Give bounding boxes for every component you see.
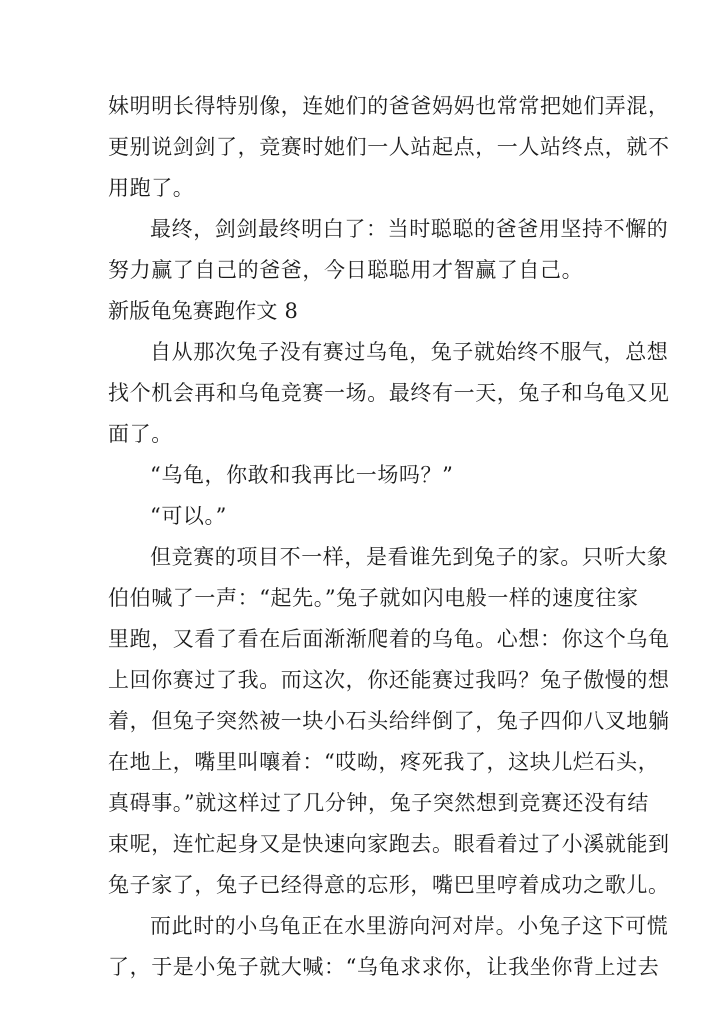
text-line: 找个机会再和乌龟竞赛一场。最终有一天，兔子和乌龟又见 (108, 381, 670, 405)
text-line: 在地上，嘴里叫嚷着：“哎呦，疼死我了，这块儿烂石头， (108, 750, 660, 774)
text-line: 面了。 (108, 422, 173, 446)
text-line: 妹明明长得特别像，连她们的爸爸妈妈也常常把她们弄混， (108, 94, 670, 118)
text-line: 了，于是小兔子就大喊：“乌龟求求你，让我坐你背上过去 (108, 955, 660, 979)
text-line: 上回你赛过了我。而这次，你还能赛过我吗？兔子傲慢的想 (108, 668, 670, 692)
text-line: 更别说剑剑了，竞赛时她们一人站起点，一人站终点，就不 (108, 135, 670, 159)
text-line: 兔子家了，兔子已经得意的忘形，嘴巴里哼着成功之歌儿。 (108, 873, 670, 897)
document-page (108, 86, 670, 988)
dialogue-line: “乌龟，你敢和我再比一场吗？” (150, 463, 454, 487)
section-heading: 新版龟兔赛跑作文 8 (108, 299, 299, 323)
text-line: 里跑，又看了看在后面渐渐爬着的乌龟。心想：你这个乌龟 (108, 627, 670, 651)
text-line: 最终，剑剑最终明白了：当时聪聪的爸爸用坚持不懈的 (150, 217, 669, 241)
text-line: 自从那次兔子没有赛过乌龟，兔子就始终不服气，总想 (150, 340, 669, 364)
text-line: 而此时的小乌龟正在水里游向河对岸。小兔子这下可慌 (150, 914, 669, 938)
text-line: 用跑了。 (108, 176, 195, 200)
text-line: 真碍事。”就这样过了几分钟，兔子突然想到竞赛还没有结 (108, 791, 649, 815)
text-line: 伯伯喊了一声：“起先。”兔子就如闪电般一样的速度往家 (108, 586, 639, 610)
dialogue-line: “可以。” (150, 504, 227, 528)
text-line: 但竞赛的项目不一样，是看谁先到兔子的家。只听大象 (150, 545, 669, 569)
text-line: 着，但兔子突然被一块小石头给绊倒了，兔子四仰八叉地躺 (108, 709, 670, 733)
text-line: 束呢，连忙起身又是快速向家跑去。眼看着过了小溪就能到 (108, 832, 670, 856)
text-line: 努力赢了自己的爸爸，今日聪聪用才智赢了自己。 (108, 258, 584, 282)
